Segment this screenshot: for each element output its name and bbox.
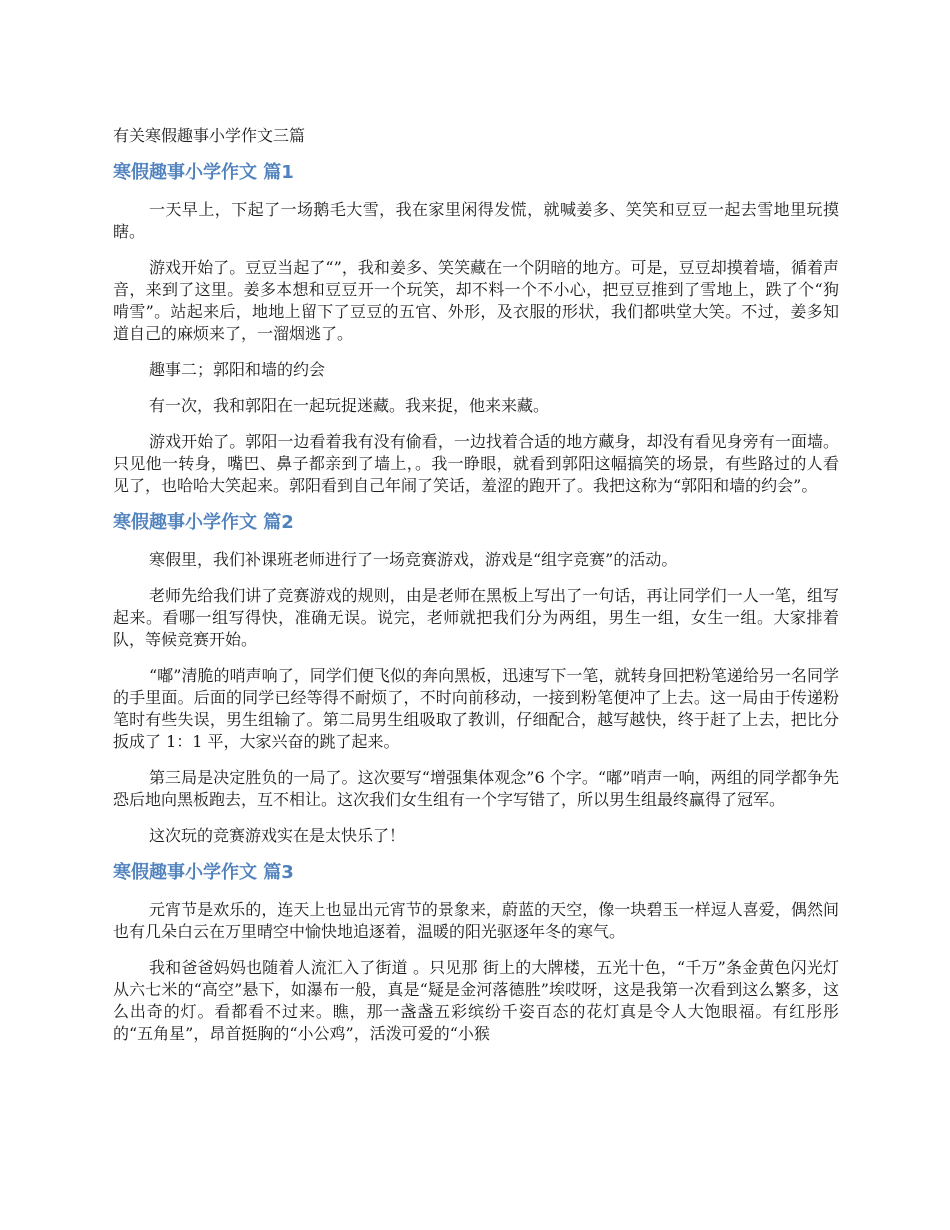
section-3	[113, 861, 839, 1045]
document-page	[113, 125, 839, 1059]
section-heading: 寒假趣事小学作文 篇1	[113, 162, 294, 183]
paragraph: 元宵节是欢乐的，连天上也显出元宵节的景象来，蔚蓝的天空，像一块碧玉一样逗人喜爱，偶然间也有几朵白云在万里晴空中愉快地追逐着，温暖的阳光驱逐年冬的寒气。	[113, 900, 839, 941]
section-2	[113, 511, 839, 847]
section-1	[113, 161, 839, 497]
paragraph: 游戏开始了。豆豆当起了“”，我和姜多、笑笑藏在一个阴暗的地方。可是，豆豆却摸着墙，循着声音，来到了这里。姜多本想和豆豆开一个玩笑，却不料一个不小心，把豆豆推到了雪地上，跌了个“狗啃雪”。站起来后，地地上留下了豆豆的五官、外形，及衣服的形状，我们都哄堂大笑。不过，姜多知道自己的麻烦来了，一溜烟逃了。	[113, 258, 839, 343]
paragraph: 有一次，我和郭阳在一起玩捉迷藏。我来捉，他来来藏。	[149, 396, 550, 415]
paragraph: 第三局是决定胜负的一局了。这次要写“增强集体观念”6 个字。“嘟”哨声一响，两组的同学都争先恐后地向黑板跑去，互不相让。这次我们女生组有一个字写错了，所以男生组最终赢得了冠军。	[113, 768, 839, 809]
paragraph: 游戏开始了。郭阳一边看着我有没有偷看，一边找着合适的地方藏身，却没有看见身旁有一面墙。只见他一转身，嘴巴、鼻子都亲到了墙上，。我一睁眼，就看到郭阳这幅搞笑的场景，有些路过的人看见了，也哈哈大笑起来。郭阳看到自己年闹了笑话，羞涩的跑开了。我把这称为“郭阳和墙的约会”。	[113, 432, 839, 495]
paragraph: 寒假里，我们补课班老师进行了一场竞赛游戏，游戏是“组字竞赛”的活动。	[149, 550, 678, 569]
paragraph: “嘟”清脆的哨声响了，同学们便飞似的奔向黑板，迅速写下一笔，就转身回把粉笔递给另一名同学的手里面。后面的同学已经等得不耐烦了，不时向前移动，一接到粉笔便冲了上去。这一局由于传递粉笔时有些失误，男生组输了。第二局男生组吸取了教训，仔细配合，越写越快，终于赶了上去，把比分扳成了 1：1 平，大家兴奋的跳了起来。	[113, 666, 839, 751]
section-heading: 寒假趣事小学作文 篇3	[113, 862, 294, 883]
paragraph: 老师先给我们讲了竞赛游戏的规则，由是老师在黑板上写出了一句话，再让同学们一人一笔，组写起来。看哪一组写得快，准确无误。说完，老师就把我们分为两组，男生一组，女生一组。大家排着队，等候竞赛开始。	[113, 586, 839, 649]
document-title: 有关寒假趣事小学作文三篇	[113, 126, 306, 145]
paragraph: 趣事二；郭阳和墙的约会	[149, 360, 326, 379]
section-heading: 寒假趣事小学作文 篇2	[113, 512, 294, 533]
paragraph: 这次玩的竞赛游戏实在是太快乐了！	[149, 826, 406, 845]
paragraph: 一天早上，下起了一场鹅毛大雪，我在家里闲得发慌，就喊姜多、笑笑和豆豆一起去雪地里玩摸瞎。	[113, 200, 839, 241]
paragraph: 我和爸爸妈妈也随着人流汇入了街道 。只见那 街上的大牌楼，五光十色，“千万”条金黄色闪光灯从六七米的“高空”悬下，如瀑布一般，真是“疑是金河落德胜”埃哎呀，这是我第一次看到这么繁多，这么出奇的灯。看都看不过来。瞧，那一盏盏五彩缤纷千姿百态的花灯真是令人大饱眼福。有红彤彤的“五角星”，昂首挺胸的“小公鸡”，活泼可爱的“小猴	[113, 958, 839, 1043]
